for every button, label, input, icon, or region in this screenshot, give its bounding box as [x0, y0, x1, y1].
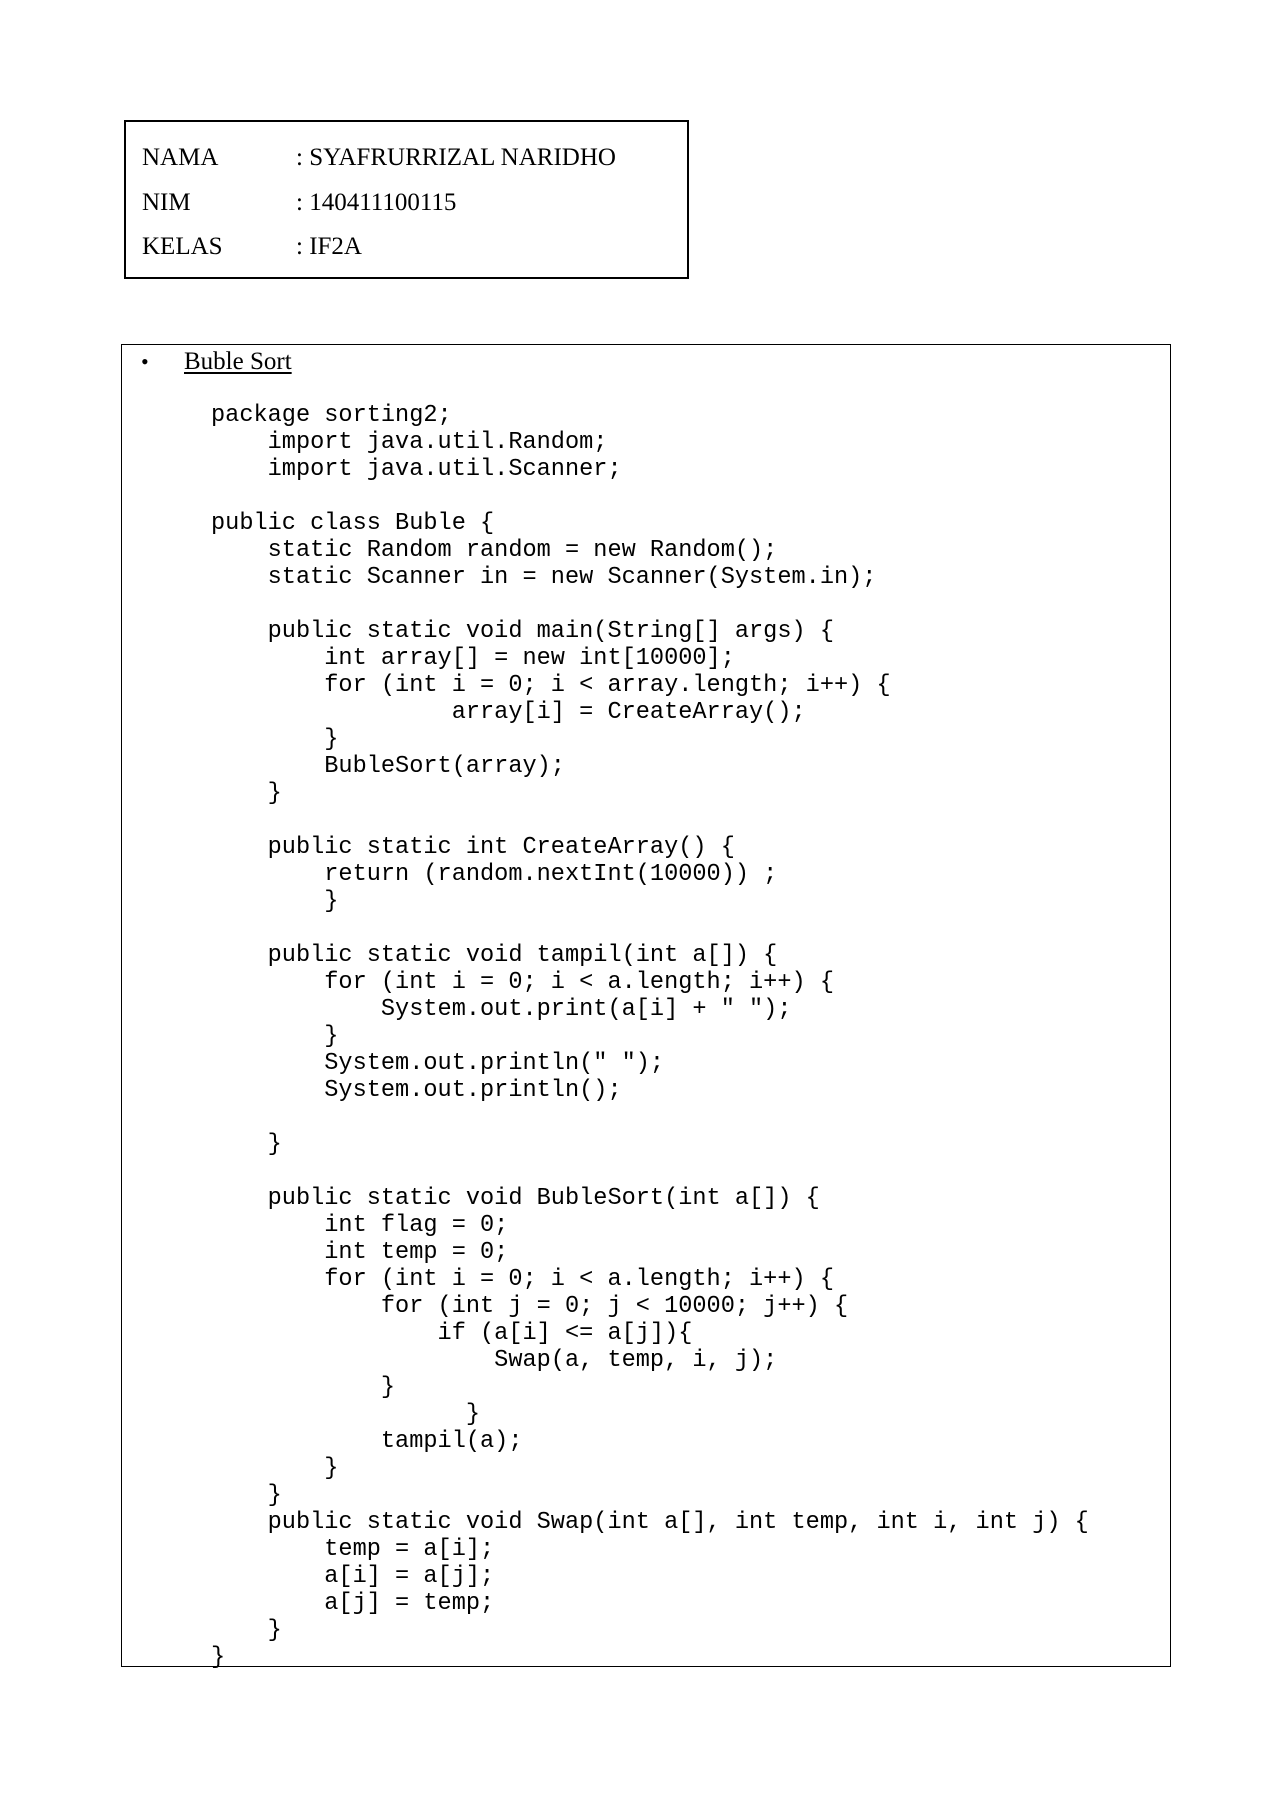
code-line: } — [211, 1131, 282, 1158]
class-label: KELAS — [142, 233, 223, 260]
code-line: BubleSort(array); — [211, 753, 565, 780]
code-line: public static void main(String[] args) { — [211, 618, 834, 645]
code-line: System.out.println(" "); — [211, 1050, 665, 1077]
code-line: for (int i = 0; i < a.length; i++) { — [211, 969, 834, 996]
code-block — [211, 402, 1089, 1671]
code-line: } — [211, 1482, 282, 1509]
code-line: public class Buble { — [211, 510, 495, 537]
code-line: for (int i = 0; i < a.length; i++) { — [211, 1266, 834, 1293]
code-line: for (int i = 0; i < array.length; i++) { — [211, 672, 891, 699]
student-info-box — [124, 120, 689, 279]
code-line: if (a[i] <= a[j]){ — [211, 1320, 693, 1347]
class-row — [142, 233, 362, 261]
name-label: NAMA — [142, 144, 219, 171]
code-line: } — [211, 888, 339, 915]
code-line: System.out.println(); — [211, 1077, 622, 1104]
code-line: } — [211, 1644, 226, 1671]
code-line: System.out.print(a[i] + " "); — [211, 996, 792, 1023]
nim-value: : 140411100115 — [296, 189, 457, 216]
code-line: } — [211, 1023, 339, 1050]
code-line — [211, 591, 1089, 618]
name-row — [142, 144, 616, 172]
code-line: for (int j = 0; j < 10000; j++) { — [211, 1293, 849, 1320]
code-line: Swap(a, temp, i, j); — [211, 1347, 778, 1374]
code-line — [211, 483, 1089, 510]
code-line: public static void BubleSort(int a[]) { — [211, 1185, 820, 1212]
nim-row — [142, 189, 456, 217]
code-line — [211, 1104, 1089, 1131]
code-line: array[i] = CreateArray(); — [211, 699, 806, 726]
code-line: static Scanner in = new Scanner(System.in); — [211, 564, 877, 591]
code-line: static Random random = new Random(); — [211, 537, 778, 564]
code-line: int temp = 0; — [211, 1239, 509, 1266]
code-line: a[i] = a[j]; — [211, 1563, 495, 1590]
name-value: : SYAFRURRIZAL NARIDHO — [296, 144, 616, 171]
code-line: public static void Swap(int a[], int temp, int i, int j) { — [211, 1509, 1089, 1536]
code-line: public static int CreateArray() { — [211, 834, 735, 861]
code-line: } — [211, 726, 339, 753]
code-line: } — [211, 780, 282, 807]
class-value: : IF2A — [296, 233, 362, 260]
code-line: package sorting2; — [211, 402, 452, 429]
code-line: } — [211, 1401, 481, 1428]
code-line: } — [211, 1455, 339, 1482]
nim-label: NIM — [142, 189, 191, 216]
code-line: tampil(a); — [211, 1428, 523, 1455]
code-line: import java.util.Random; — [211, 429, 608, 456]
code-line — [211, 1158, 1089, 1185]
section-title: Buble Sort — [184, 348, 292, 375]
code-line: } — [211, 1617, 282, 1644]
code-line: return (random.nextInt(10000)) ; — [211, 861, 778, 888]
code-line: public static void tampil(int a[]) { — [211, 942, 778, 969]
code-line: import java.util.Scanner; — [211, 456, 622, 483]
code-line: a[j] = temp; — [211, 1590, 495, 1617]
code-line: int array[] = new int[10000]; — [211, 645, 735, 672]
code-line — [211, 807, 1089, 834]
code-line: } — [211, 1374, 396, 1401]
code-line: temp = a[i]; — [211, 1536, 495, 1563]
code-line: int flag = 0; — [211, 1212, 509, 1239]
bullet-icon: • — [141, 349, 149, 374]
code-line — [211, 915, 1089, 942]
